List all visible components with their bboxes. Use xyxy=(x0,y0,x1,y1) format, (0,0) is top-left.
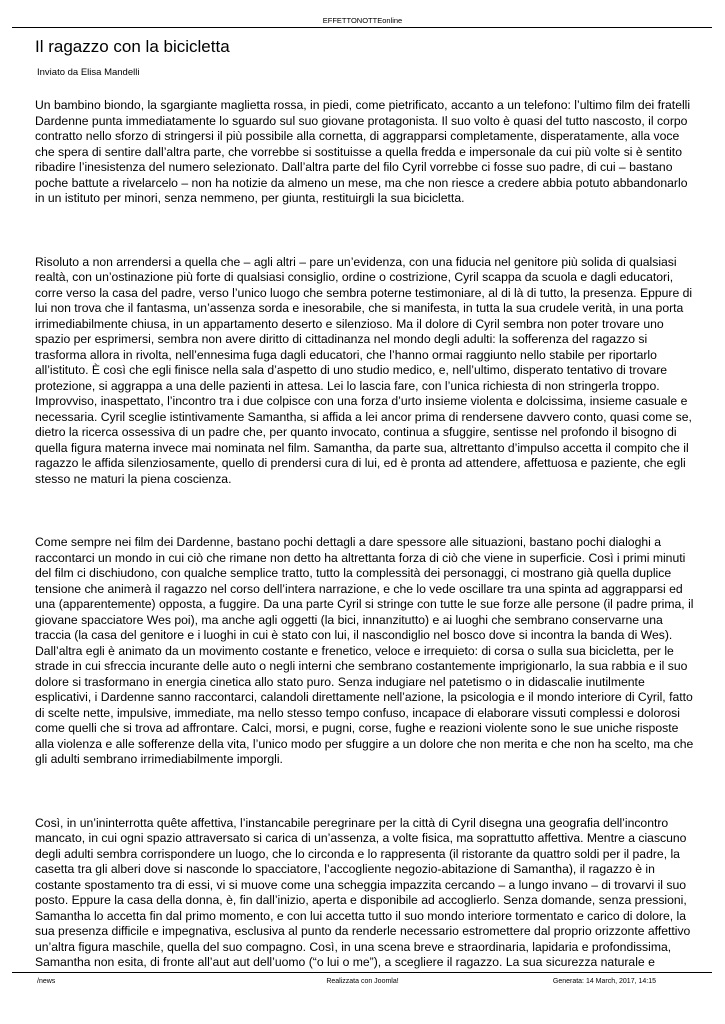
header-divider xyxy=(12,27,712,28)
article-paragraph: Come sempre nei film dei Dardenne, bastano pochi dettagli a dare spessore alle situazioni, bastano pochi dialoghi a raccontarci un mondo in cui ciò che rimane non detto ha altrettanta forza di ciò che viene in superficie. Così i primi minuti del film ci dischiudono, con qualche semplice tratto, tutto la complessità dei personaggi, ci mostrano già quella duplice tensione che animerà il ragazzo nel corso dell’intera narrazione, e che lo vede oscillare tra una spinta ad aggrapparsi ed una (apparentemente) opposta, a fuggire. Da una parte Cyril si stringe con tutte le sue forze alle persone (il padre prima, il giovane spacciatore Wes poi), ma anche agli oggetti (la bici, innanzitutto) e ai luoghi che sembrano conservarne una traccia (la casa del genitore e i luoghi in cui è stato con lui, il nascondiglio nel bosco dove si incontra la banda di Wes). Dall’altra egli è animato da un movimento costante e frenetico, veloce e irrequieto: di corsa o sulla sua bicicletta, per le strade in cui sfreccia incurante delle auto o negli interni che sembrano costantemente imprigionarlo, la sua rabbia e il suo dolore si trasformano in energia cinetica allo stato puro. Senza indugiare nel patetismo o in didascalie inutilmente esplicativi, i Dardenne sanno raccontarci, calandoli direttamente nell’azione, la psicologia e il mondo interiore di Cyril, fatto di scelte nette, impulsive, immediate, ma nello stesso tempo confuso, incapace di elaborare vissuti complessi e dolorosi come quelli che si trova ad affrontare. Calci, morsi, e pugni, corse, fughe e reazioni violente sono le sue uniche risposte alla violenza e alle sofferenze della vita, l’unico modo per sfuggire a un dolore che non merita e che non ha scelto, ma che gli adulti sembrano irrimediabilmente imporgli. xyxy=(35,535,694,766)
article-paragraph: Un bambino biondo, la sgargiante maglietta rossa, in piedi, come pietrificato, accanto a un telefono: l’ultimo film dei fratelli Dardenne punta immediatamente lo sguardo sul suo giovane protagonista. Il suo volto è quasi del tutto nascosto, il corpo contratto nello sforzo di stringersi il più possibile alla cornetta, di aggrapparsi completamente, disperatamente, alla voce che spera di sentire dall’altra parte, che vorrebbe si sostituisse a quella fredda e impersonale da cui più volte si è sentito ribadire l’inesistenza del numero selezionato. Dall’altra parte del filo Cyril vorrebbe ci fosse suo padre, di cui – bastano poche battute a rivelarcelo – non ha notizie da almeno un mese, ma che non riesce a credere abbia potuto abbandonarlo in un istituto per minori, senza nemmeno, per giunta, restituirgli la sua bicicletta. xyxy=(35,98,691,205)
footer-generated-date: Generata: 14 March, 2017, 14:15 xyxy=(552,978,656,985)
article-paragraph: Risoluto a non arrendersi a quella che – agli altri – pare un’evidenza, con una fiducia nel genitore più solida di qualsiasi realtà, con un’ostinazione più forte di qualsiasi consiglio, ordine o costrizione, Cyril scappa da scuola e dagli educatori, corre verso la casa del padre, verso l’unico luogo che sembra poterne testimoniare, al di là di tutto, la presenza. Eppure di lui non trova che il fantasma, un’assenza sorda e inesorabile, che si manifesta, in tutta la sua crudele verità, in una porta irrimediabilmente chiusa, in un appartamento deserto e silenzioso. Ma il dolore di Cyril sembra non poter trovare uno spazio per esprimersi, sembra non avere diritto di cittadinanza nel mondo degli adulti: la sofferenza del ragazzo si trasforma allora in rivolta, nell’ennesima fuga dagli educatori, che l’hanno ormai raggiunto nello stabile per riportarlo all’istituto. È così che egli finisce nella sala d’aspetto di uno studio medico, e, nell’ultimo, disperato tentativo di trovare protezione, si aggrappa a una delle pazienti in attesa. Lei lo lascia fare, con l’unica richiesta di non stringerla troppo. Improvviso, inaspettato, l’incontro tra i due colpisce con una forza d’urto insieme violenta e dolcissima, insieme casuale e necessaria. Cyril sceglie istintivamente Samantha, si affida a lei ancor prima di rendersene davvero conto, quasi come se, dietro la ricerca ossessiva di un padre che, per quanto invocato, continua a sfuggire, sentisse nel profondo il bisogno di quella figura materna invece mai nominata nel film. Samantha, da parte sua, altrettanto d’impulso accetta il compito che il ragazzo le affida silenziosamente, quello di prendersi cura di lui, ed è pronta ad attendere, affettuosa e paziente, che egli stesso ne maturi la piena coscienza. xyxy=(35,254,693,486)
site-header: EFFETTONOTTEonline xyxy=(322,16,403,25)
article-byline: Inviato da Elisa Mandelli xyxy=(37,67,140,78)
article-paragraph: Così, in un’ininterrotta quête affettiva, l’instancabile peregrinare per la città di Cyril disegna una geografia dell’incontro mancato, in cui ogni spazio attraversato si carica di un’assenza, a volte fisica, ma soprattutto affettiva. Mentre a ciascuno degli adulti sembra corrispondere un luogo, che lo circonda e lo rappresenta (il ristorante da quattro soldi per il padre, la casetta tra gli alberi dove si nasconde lo spacciatore, l’accogliente negozio-abitazione di Samantha), il ragazzo è in costante spostamento tra di essi, vi si muove come una scheggia impazzita cercando – a lungo invano – di trovarvi il suo posto. Eppure la casa della donna, è, fin dall’inizio, aperta e disponibile ad accoglierlo. Senza domande, senza pressioni, Samantha lo accetta fin dal primo momento, e con lui accetta tutto il suo mondo interiore tormentato e carico di dolore, la sua presenza difficile e impegnativa, esclusiva al punto da renderle necessario estromettere dal proprio orizzonte affettivo un’altra figura maschile, quella del suo compagno. Così, in una scena breve e straordinaria, lapidaria e profondissima, Samantha non esita, di fronte all’aut aut dell’uomo (“o lui o me”), a scegliere il ragazzo. La sua sicurezza naturale e xyxy=(35,815,691,969)
article-title: Il ragazzo con la bicicletta xyxy=(35,37,230,56)
footer-credit: Realizzata con Joomla! xyxy=(326,978,399,985)
footer-path: /news xyxy=(37,978,56,985)
footer-divider xyxy=(12,972,712,973)
article-body xyxy=(35,98,695,971)
